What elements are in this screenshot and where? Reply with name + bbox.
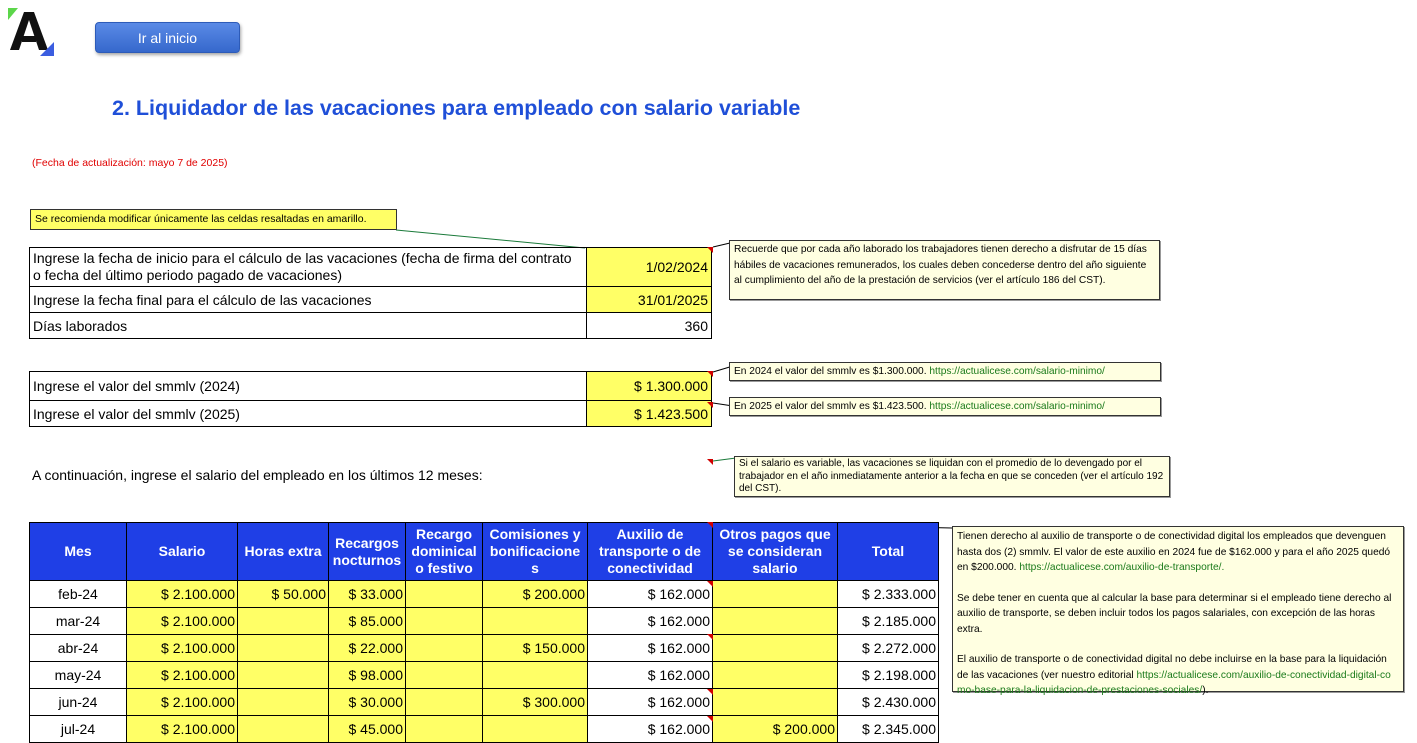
smmlv-table xyxy=(29,371,712,427)
salario-minimo-link[interactable]: https://actualicese.com/salario-minimo/ xyxy=(929,401,1105,412)
cell-recargos-nocturnos[interactable]: $ 45.000 xyxy=(329,716,406,743)
cell-otros-pagos[interactable] xyxy=(713,635,838,662)
cell-salario[interactable]: $ 2.100.000 xyxy=(127,716,238,743)
end-date-label: Ingrese la fecha final para el cálculo de las vacaciones xyxy=(30,287,587,313)
comment-indicator[interactable] xyxy=(707,371,713,377)
cell-total: $ 2.185.000 xyxy=(838,608,939,635)
comment-indicator[interactable] xyxy=(707,716,713,722)
note-smmlv-2025: En 2025 el valor del smmlv es $1.423.500. https://actualicese.com/salario-minimo/ xyxy=(729,397,1161,416)
cell-recargo-dominical[interactable] xyxy=(406,689,483,716)
cell-salario[interactable]: $ 2.100.000 xyxy=(127,608,238,635)
cell-otros-pagos[interactable] xyxy=(713,581,838,608)
cell-mes: may-24 xyxy=(30,662,127,689)
cell-auxilio: $ 162.000 xyxy=(588,635,713,662)
cell-recargo-dominical[interactable] xyxy=(406,662,483,689)
col-otros-pagos: Otros pagos que se consideran salario xyxy=(713,523,838,581)
cell-total: $ 2.272.000 xyxy=(838,635,939,662)
cell-recargos-nocturnos[interactable]: $ 85.000 xyxy=(329,608,406,635)
edit-tip: Se recomienda modificar únicamente las celdas resaltadas en amarillo. xyxy=(30,209,397,230)
col-recargos-nocturnos: Recargos nocturnos xyxy=(329,523,406,581)
cell-salario[interactable]: $ 2.100.000 xyxy=(127,635,238,662)
cell-auxilio: $ 162.000 xyxy=(588,662,713,689)
cell-otros-pagos[interactable]: $ 200.000 xyxy=(713,716,838,743)
cell-recargos-nocturnos[interactable]: $ 33.000 xyxy=(329,581,406,608)
cell-total: $ 2.333.000 xyxy=(838,581,939,608)
cell-mes: mar-24 xyxy=(30,608,127,635)
cell-horas-extra[interactable]: $ 50.000 xyxy=(238,581,329,608)
table-row xyxy=(30,581,939,608)
cell-comisiones[interactable]: $ 300.000 xyxy=(483,689,588,716)
cell-recargo-dominical[interactable] xyxy=(406,635,483,662)
cell-horas-extra[interactable] xyxy=(238,608,329,635)
comment-indicator[interactable] xyxy=(707,522,713,528)
cell-recargos-nocturnos[interactable]: $ 98.000 xyxy=(329,662,406,689)
note-auxilio: Tienen derecho al auxilio de transporte o de conectividad digital los empleados que devenguen hasta dos (2) smmlv. El valor de este auxilio en 2024 fue de $162.000 y para el año 2025 quedó en $200.000. https://actualicese.com/auxilio-de-transporte/. Se debe tener en cuenta que al calcular la base para determinar si el empleado tiene derecho al auxilio de transporte, se deben incluir todos los pagos salariales, con excepción de las horas extra. El auxilio de transporte o de conectividad digital no debe incluirse en la base para la liquidación de las vacaciones (ver nuestro editorial https://actualicese.com/auxilio-de-conectividad-digital-como-base-para-la-liquidacion-de-prestaciones-sociales/). xyxy=(952,526,1404,692)
smmlv-2025-input[interactable]: $ 1.423.500 xyxy=(587,401,712,427)
cell-total: $ 2.345.000 xyxy=(838,716,939,743)
table-row xyxy=(30,716,939,743)
start-date-input[interactable]: 1/02/2024 xyxy=(587,248,712,287)
table-row xyxy=(30,608,939,635)
cell-recargos-nocturnos[interactable]: $ 30.000 xyxy=(329,689,406,716)
cell-mes: jun-24 xyxy=(30,689,127,716)
comment-indicator[interactable] xyxy=(707,459,713,465)
col-auxilio: Auxilio de transporte o de conectividad xyxy=(588,523,713,581)
days-worked-value: 360 xyxy=(587,313,712,339)
cell-recargo-dominical[interactable] xyxy=(406,608,483,635)
cell-total: $ 2.198.000 xyxy=(838,662,939,689)
cell-recargo-dominical[interactable] xyxy=(406,581,483,608)
comment-indicator[interactable] xyxy=(707,581,713,587)
page-title: 2. Liquidador de las vacaciones para empleado con salario variable xyxy=(112,96,801,120)
col-recargo-dominical: Recargo dominical o festivo xyxy=(406,523,483,581)
table-row xyxy=(30,662,939,689)
cell-horas-extra[interactable] xyxy=(238,689,329,716)
col-total: Total xyxy=(838,523,939,581)
days-worked-label: Días laborados xyxy=(30,313,587,339)
col-salario: Salario xyxy=(127,523,238,581)
intro-text: A continuación, ingrese el salario del empleado en los últimos 12 meses: xyxy=(32,467,483,483)
note-vacaciones: Recuerde que por cada año laborado los trabajadores tienen derecho a disfrutar de 15 días hábiles de vacaciones remunerados, los cuales deben concederse dentro del año siguiente al cumplimiento del año de la prestación de servicios (ver el artículo 186 del CST). xyxy=(729,240,1160,300)
smmlv-2025-label: Ingrese el valor del smmlv (2025) xyxy=(30,401,587,427)
cell-salario[interactable]: $ 2.100.000 xyxy=(127,689,238,716)
cell-auxilio: $ 162.000 xyxy=(588,581,713,608)
start-date-label: Ingrese la fecha de inicio para el cálculo de las vacaciones (fecha de firma del contrato o fecha del último periodo pagado de vacaciones) xyxy=(30,248,587,287)
home-button[interactable]: Ir al inicio xyxy=(95,22,240,53)
cell-total: $ 2.430.000 xyxy=(838,689,939,716)
smmlv-2024-label: Ingrese el valor del smmlv (2024) xyxy=(30,372,587,401)
cell-salario[interactable]: $ 2.100.000 xyxy=(127,581,238,608)
table-row xyxy=(30,635,939,662)
cell-otros-pagos[interactable] xyxy=(713,662,838,689)
comment-indicator[interactable] xyxy=(707,634,713,640)
cell-otros-pagos[interactable] xyxy=(713,689,838,716)
cell-mes: abr-24 xyxy=(30,635,127,662)
update-date: (Fecha de actualización: mayo 7 de 2025) xyxy=(32,157,228,169)
table-header-row xyxy=(30,523,939,581)
smmlv-2024-input[interactable]: $ 1.300.000 xyxy=(587,372,712,401)
cell-horas-extra[interactable] xyxy=(238,662,329,689)
table-row xyxy=(30,689,939,716)
cell-auxilio: $ 162.000 xyxy=(588,608,713,635)
auxilio-conectividad-link[interactable]: https://actualicese.com/auxilio-de-conectividad-digital-como-base-para-la-liquidacion-de-prestaciones-sociales/ xyxy=(957,669,1391,696)
dates-table xyxy=(29,247,712,339)
cell-otros-pagos[interactable] xyxy=(713,608,838,635)
cell-horas-extra[interactable] xyxy=(238,635,329,662)
cell-salario[interactable]: $ 2.100.000 xyxy=(127,662,238,689)
col-comisiones: Comisiones y bonificacione s xyxy=(483,523,588,581)
salario-minimo-link[interactable]: https://actualicese.com/salario-minimo/ xyxy=(929,366,1105,377)
cell-mes: jul-24 xyxy=(30,716,127,743)
note-salario-variable: Si el salario es variable, las vacaciones se liquidan con el promedio de lo devengado por el trabajador en el año inmediatamente anterior a la fecha en que se conceden (ver el artículo 192 del CST). xyxy=(734,456,1170,497)
cell-recargo-dominical[interactable] xyxy=(406,716,483,743)
comment-indicator[interactable] xyxy=(707,402,713,408)
comment-indicator[interactable] xyxy=(707,247,713,253)
comment-indicator[interactable] xyxy=(707,689,713,695)
cell-recargos-nocturnos[interactable]: $ 22.000 xyxy=(329,635,406,662)
cell-comisiones[interactable]: $ 150.000 xyxy=(483,635,588,662)
col-mes: Mes xyxy=(30,523,127,581)
cell-auxilio: $ 162.000 xyxy=(588,689,713,716)
cell-comisiones[interactable] xyxy=(483,716,588,743)
cell-mes: feb-24 xyxy=(30,581,127,608)
salary-table xyxy=(29,522,939,743)
cell-comisiones[interactable] xyxy=(483,662,588,689)
auxilio-transporte-link[interactable]: https://actualicese.com/auxilio-de-transporte/. xyxy=(1019,562,1225,573)
cell-auxilio: $ 162.000 xyxy=(588,716,713,743)
note-smmlv-2024: En 2024 el valor del smmlv es $1.300.000. https://actualicese.com/salario-minimo/ xyxy=(729,362,1161,381)
col-horas-extra: Horas extra xyxy=(238,523,329,581)
cell-horas-extra[interactable] xyxy=(238,716,329,743)
cell-comisiones[interactable]: $ 200.000 xyxy=(483,581,588,608)
cell-comisiones[interactable] xyxy=(483,608,588,635)
end-date-input[interactable]: 31/01/2025 xyxy=(587,287,712,313)
